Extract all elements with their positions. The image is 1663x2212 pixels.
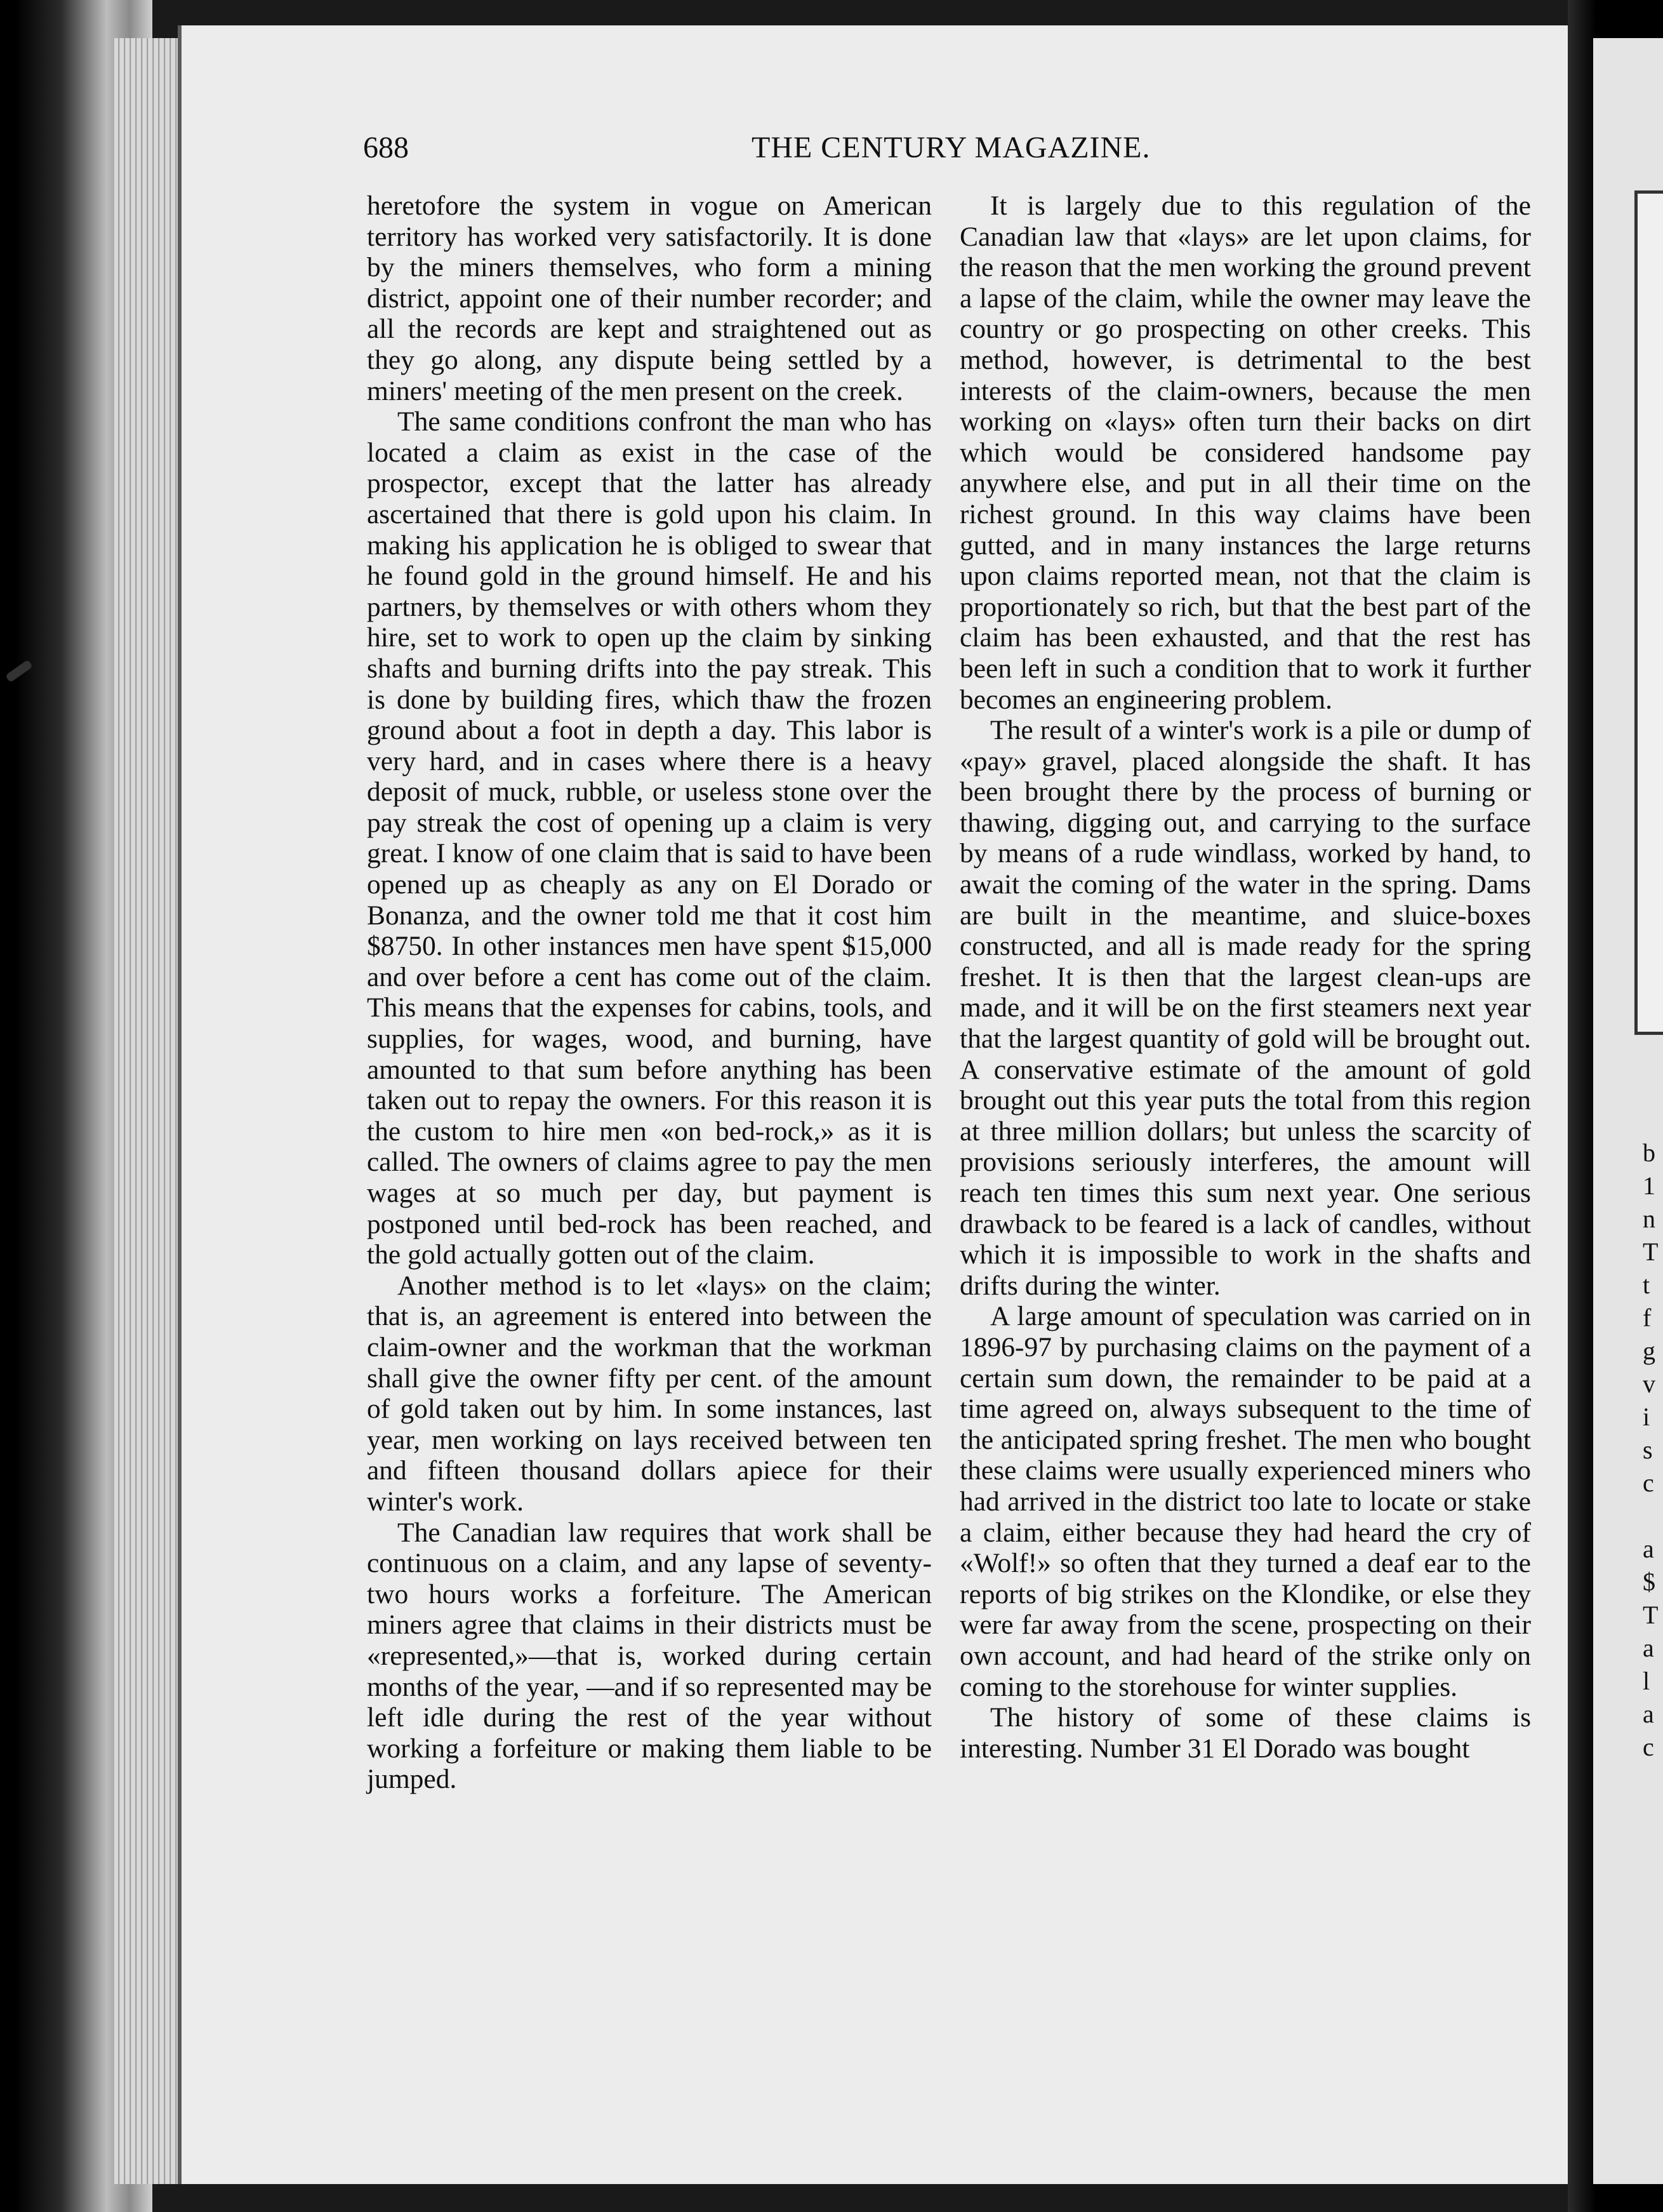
running-header [363, 130, 1531, 175]
paragraph: It is largely due to this regulation of the Canadian law that «lays» are let upon claims, for the reason that the men working the ground prevent a lapse of the claim, while the owner may leave the country or go prospecting on other creeks. This method, however, is detrimental to the best interests of the claim-owners, because the men working on «lays» often turn their backs on dirt which would be considered handsome pay anywhere else, and put in all their time on the richest ground. In this way claims have been gutted, and in many instances the large returns upon claims reported mean, not that the claim is proportionately so rich, but that the best part of the claim has been exhausted, and that the rest has been left in such a condition that to work it further becomes an engineering problem. [960, 190, 1531, 715]
left-column [367, 190, 932, 1795]
facing-page-illustration-frame [1634, 190, 1663, 1035]
paragraph: heretofore the system in vogue on American territory has worked very satisfactorily. It is done by the miners themselves, who form a mining district, appoint one of their number recorder; and all the records are kept and straightened out as they go along, any dispute being settled by a miners' meeting of the men present on the creek. [367, 190, 932, 406]
paragraph: Another method is to let «lays» on the claim; that is, an agreement is entered into between the claim-owner and the workman that the workman shall give the owner fifty per cent. of the amount of gold taken out by him. In some instances, last year, men working on lays received between ten and fifteen thousand dollars apiece for their winter's work. [367, 1270, 932, 1517]
paragraph: The result of a winter's work is a pile or dump of «pay» gravel, placed alongside the shaft. It has been brought there by the process of burning or thawing, digging out, and carrying to the surface by means of a rude windlass, worked by hand, to await the coming of the water in the spring. Dams are built in the meantime, and sluice-boxes constructed, and all is made ready for the spring freshet. It is then that the largest clean-ups are made, and it will be on the first steamers next year that the largest quantity of gold will be brought out. A conservative estimate of the amount of gold brought out this year puts the total from this region at three million dollars; but unless the scarcity of provisions seriously interferes, the amount will reach ten times this sum next year. One serious drawback to be feared is a lack of candles, without which it is impossible to work in the shafts and drifts during the winter. [960, 715, 1531, 1301]
paragraph: The history of some of these claims is interesting. Number 31 El Dorado was bought [960, 1702, 1531, 1764]
running-title: THE CENTURY MAGAZINE. [752, 131, 1151, 164]
page-edges [114, 38, 184, 2184]
facing-page-text-fragment: b 1 n T t f g v i s c a $ T a l a c [1643, 1138, 1659, 1761]
page-number: 688 [363, 131, 409, 164]
paragraph: A large amount of speculation was carried on in 1896-97 by purchasing claims on the payment of a certain sum down, the remainder to be paid at a time agreed on, always subsequent to the time of the anticipated spring freshet. The men who bought these claims were usually experienced miners who had arrived in the district too late to locate or stake a claim, either because they had heard the cry of «Wolf!» so often that they turned a deaf ear to the reports of big strikes on the Klondike, or else they were far away from the scene, prospecting on their own account, and had heard of the strike only on coming to the storehouse for winter supplies. [960, 1301, 1531, 1702]
right-column [960, 190, 1531, 1764]
paragraph: The Canadian law requires that work shall be continuous on a claim, and any lapse of seventy-two hours works a forfeiture. The American miners agree that claims in their districts must be «represented,»—that is, worked during certain months of the year, —and if so represented may be left idle during the rest of the year without working a forfeiture or making them liable to be jumped. [367, 1517, 932, 1795]
paragraph: The same conditions confront the man who has located a claim as exist in the case of the prospector, except that the latter has already ascertained that there is gold upon his claim. In making his application he is obliged to swear that he found gold in the ground himself. He and his partners, by themselves or with others whom they hire, set to work to open up the claim by sinking shafts and burning drifts into the pay streak. This is done by building fires, which thaw the frozen ground about a foot in depth a day. This labor is very hard, and in cases where there is a heavy deposit of muck, rubble, or useless stone over the pay streak the cost of opening up a claim is very great. I know of one claim that is said to have been opened up as cheaply as any on El Dorado or Bonanza, and the owner told me that it cost him $8750. In other instances men have spent $15,000 and over before a cent has come out of the claim. This means that the expenses for cabins, tools, and supplies, for wages, wood, and burning, have amounted to that sum before anything has been taken out to repay the owners. For this reason it is the custom to hire men «on bed-rock,» as it is called. The owners of claims agree to pay the men wages at so much per day, but payment is postponed until bed-rock has been reached, and the gold actually gotten out of the claim. [367, 406, 932, 1270]
